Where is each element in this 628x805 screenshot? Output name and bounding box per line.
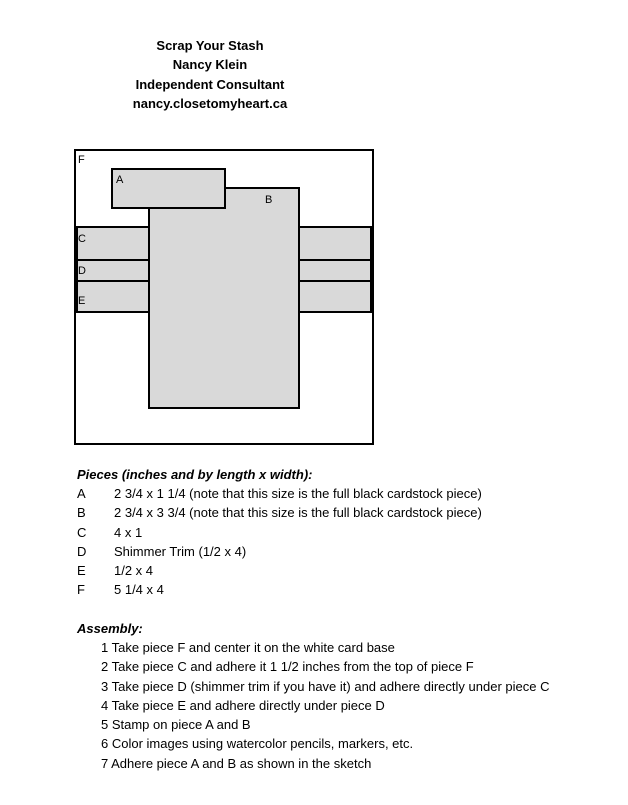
- sketch-label-c: C: [78, 233, 86, 245]
- sketch-label-a: A: [116, 174, 124, 186]
- piece-description: 2 3/4 x 3 3/4 (note that this size is the full black cardstock piece): [114, 505, 482, 521]
- piece-letter: A: [77, 486, 86, 501]
- sketch-piece-b-right-edge: [298, 226, 300, 314]
- header-name: Nancy Klein: [172, 57, 248, 73]
- piece-letter: D: [77, 543, 87, 559]
- piece-description: Shimmer Trim (1/2 x 4): [114, 543, 247, 559]
- piece-letter: F: [77, 582, 85, 598]
- sketch-label-f: F: [78, 154, 85, 166]
- assembly-steps: [101, 638, 549, 773]
- assembly-step: 7 Adhere piece A and B as shown in the sketch: [101, 755, 372, 771]
- sketch-piece-a: [111, 168, 226, 209]
- assembly-step: 2 Take piece C and adhere it 1 1/2 inches from the top of piece F: [101, 659, 474, 675]
- sketch-piece-b: [148, 187, 300, 409]
- sketch-label-d: D: [78, 265, 86, 277]
- header-title: Scrap Your Stash: [156, 38, 264, 53]
- pieces-heading: Pieces (inches and by length x width):: [77, 467, 313, 482]
- piece-description: 2 3/4 x 1 1/4 (note that this size is the full black cardstock piece): [114, 486, 482, 501]
- piece-letter: C: [77, 524, 87, 540]
- assembly-step: 5 Stamp on piece A and B: [101, 717, 251, 733]
- piece-letter: B: [77, 505, 86, 521]
- piece-description: 4 x 1: [114, 524, 143, 540]
- assembly-heading: Assembly:: [77, 621, 143, 636]
- assembly-step: 3 Take piece D (shimmer trim if you have it) and adhere directly under piece C: [101, 678, 550, 694]
- piece-description: 5 1/4 x 4: [114, 582, 164, 598]
- header-website[interactable]: nancy.closetomyheart.ca: [132, 95, 288, 111]
- assembly-step: 1 Take piece F and center it on the white card base: [101, 640, 395, 655]
- document-header: [0, 36, 420, 113]
- piece-description: 1/2 x 4: [114, 563, 154, 579]
- assembly-step: 6 Color images using watercolor pencils, markers, etc.: [101, 736, 414, 752]
- sketch-label-e: E: [78, 295, 86, 307]
- piece-letter: E: [77, 563, 86, 579]
- card-sketch-piece-f: [74, 149, 374, 445]
- sketch-label-b: B: [265, 194, 273, 206]
- header-role: Independent Consultant: [135, 76, 285, 92]
- sketch-piece-b-left-edge: [148, 226, 150, 314]
- assembly-step: 4 Take piece E and adhere directly under piece D: [101, 697, 385, 713]
